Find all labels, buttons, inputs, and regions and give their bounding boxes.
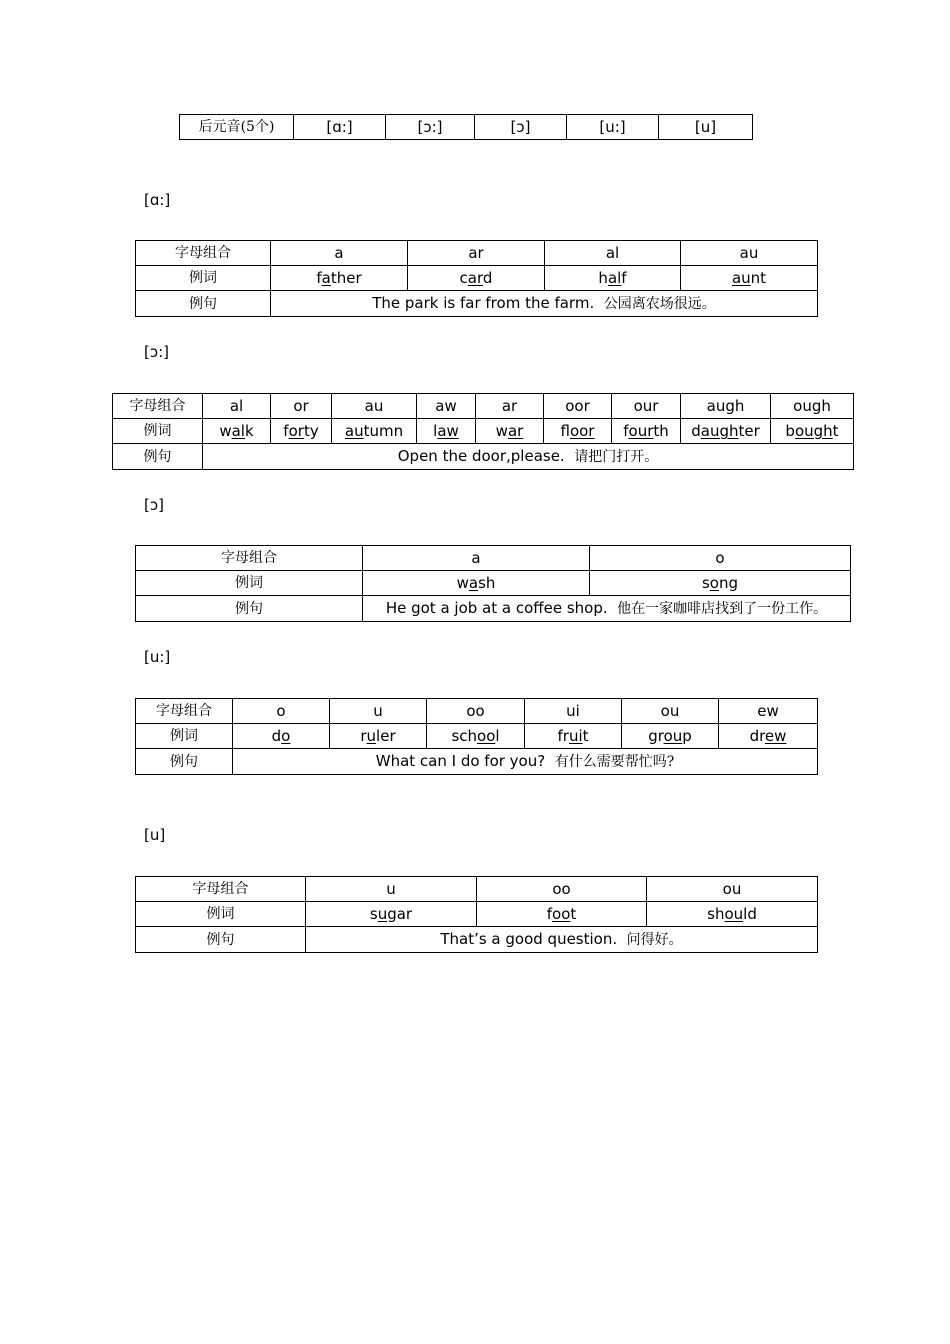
combo-cell: au (332, 394, 417, 419)
combo-cell: oo (427, 699, 525, 724)
section-heading: [ɑ:] (144, 191, 171, 209)
row-label: 字母组合 (136, 546, 363, 571)
phonics-table (135, 240, 818, 317)
sentence-english: The park is far from the farm. (372, 294, 595, 312)
row-label: 字母组合 (136, 241, 271, 266)
word-row (136, 266, 818, 291)
combo-cell: ew (719, 699, 818, 724)
word-cell: fruit (525, 724, 622, 749)
section-heading: [ɔ] (144, 496, 164, 514)
word-cell: law (417, 419, 476, 444)
row-label: 例词 (113, 419, 203, 444)
overview-sound: [ɑ:] (294, 115, 386, 140)
combo-row (136, 546, 851, 571)
word-cell: school (427, 724, 525, 749)
combo-cell: au (681, 241, 818, 266)
combo-cell: ough (771, 394, 854, 419)
row-label: 例词 (136, 266, 271, 291)
word-cell: sugar (306, 902, 477, 927)
combo-cell: o (233, 699, 330, 724)
sentence-chinese: 请把门打开。 (574, 449, 659, 465)
word-cell: foot (477, 902, 647, 927)
word-cell: half (545, 266, 681, 291)
sentence-english: That’s a good question. (440, 930, 618, 948)
phonics-table (135, 545, 851, 622)
word-row (136, 571, 851, 596)
sentence-row (136, 596, 851, 622)
overview-row (180, 115, 753, 140)
sentence-chinese: 有什么需要帮忙吗? (554, 754, 675, 770)
overview-sound: [u:] (567, 115, 659, 140)
combo-row (136, 241, 818, 266)
word-cell: war (476, 419, 544, 444)
sentence-cell (306, 927, 818, 953)
sentence-cell (271, 291, 818, 317)
section-heading: [u:] (144, 648, 171, 666)
sentence-cell (233, 749, 818, 775)
word-cell: fourth (612, 419, 681, 444)
combo-cell: ui (525, 699, 622, 724)
combo-row (136, 877, 818, 902)
word-cell: drew (719, 724, 818, 749)
combo-cell: ar (408, 241, 545, 266)
overview-label: 后元音(5个) (180, 115, 294, 140)
sentence-row (136, 927, 818, 953)
combo-cell: o (590, 546, 851, 571)
combo-cell: ou (647, 877, 818, 902)
row-label: 例词 (136, 724, 233, 749)
row-label: 例句 (136, 749, 233, 775)
row-label: 例词 (136, 571, 363, 596)
word-cell: aunt (681, 266, 818, 291)
sentence-row (136, 291, 818, 317)
row-label: 例句 (113, 444, 203, 470)
overview-sound: [ɔ] (475, 115, 567, 140)
combo-cell: augh (681, 394, 771, 419)
row-label: 例词 (136, 902, 306, 927)
phonics-table (135, 698, 818, 775)
sentence-chinese: 他在一家咖啡店找到了一份工作。 (617, 601, 828, 617)
combo-cell: ou (622, 699, 719, 724)
combo-cell: oo (477, 877, 647, 902)
word-cell: autumn (332, 419, 417, 444)
word-cell: forty (271, 419, 332, 444)
overview-sound: [u] (659, 115, 753, 140)
row-label: 例句 (136, 291, 271, 317)
word-cell: song (590, 571, 851, 596)
word-cell: card (408, 266, 545, 291)
sentence-row (136, 749, 818, 775)
section-heading: [ɔ:] (144, 343, 169, 361)
word-cell: should (647, 902, 818, 927)
combo-cell: al (545, 241, 681, 266)
combo-cell: u (306, 877, 477, 902)
row-label: 例句 (136, 596, 363, 622)
row-label: 字母组合 (136, 877, 306, 902)
word-cell: ruler (330, 724, 427, 749)
combo-cell: u (330, 699, 427, 724)
row-label: 字母组合 (113, 394, 203, 419)
word-cell: bought (771, 419, 854, 444)
combo-cell: our (612, 394, 681, 419)
word-row (113, 419, 854, 444)
overview-sound: [ɔ:] (386, 115, 475, 140)
word-cell: daughter (681, 419, 771, 444)
sentence-row (113, 444, 854, 470)
combo-row (113, 394, 854, 419)
phonics-table (135, 876, 818, 953)
combo-cell: aw (417, 394, 476, 419)
sentence-english: What can I do for you? (375, 752, 546, 770)
word-cell: floor (544, 419, 612, 444)
word-cell: wash (363, 571, 590, 596)
word-row (136, 902, 818, 927)
word-row (136, 724, 818, 749)
sentence-chinese: 问得好。 (626, 932, 683, 948)
section-heading: [u] (144, 826, 166, 844)
combo-cell: a (363, 546, 590, 571)
word-cell: walk (203, 419, 271, 444)
row-label: 字母组合 (136, 699, 233, 724)
combo-row (136, 699, 818, 724)
combo-cell: ar (476, 394, 544, 419)
overview-table (179, 114, 753, 140)
combo-cell: al (203, 394, 271, 419)
word-cell: do (233, 724, 330, 749)
sentence-cell (363, 596, 851, 622)
word-cell: father (271, 266, 408, 291)
combo-cell: or (271, 394, 332, 419)
row-label: 例句 (136, 927, 306, 953)
combo-cell: a (271, 241, 408, 266)
combo-cell: oor (544, 394, 612, 419)
sentence-cell (203, 444, 854, 470)
sentence-english: Open the door,please. (397, 447, 565, 465)
sentence-english: He got a job at a coffee shop. (385, 599, 608, 617)
word-cell: group (622, 724, 719, 749)
sentence-chinese: 公园离农场很远。 (603, 296, 716, 312)
phonics-table (112, 393, 854, 470)
